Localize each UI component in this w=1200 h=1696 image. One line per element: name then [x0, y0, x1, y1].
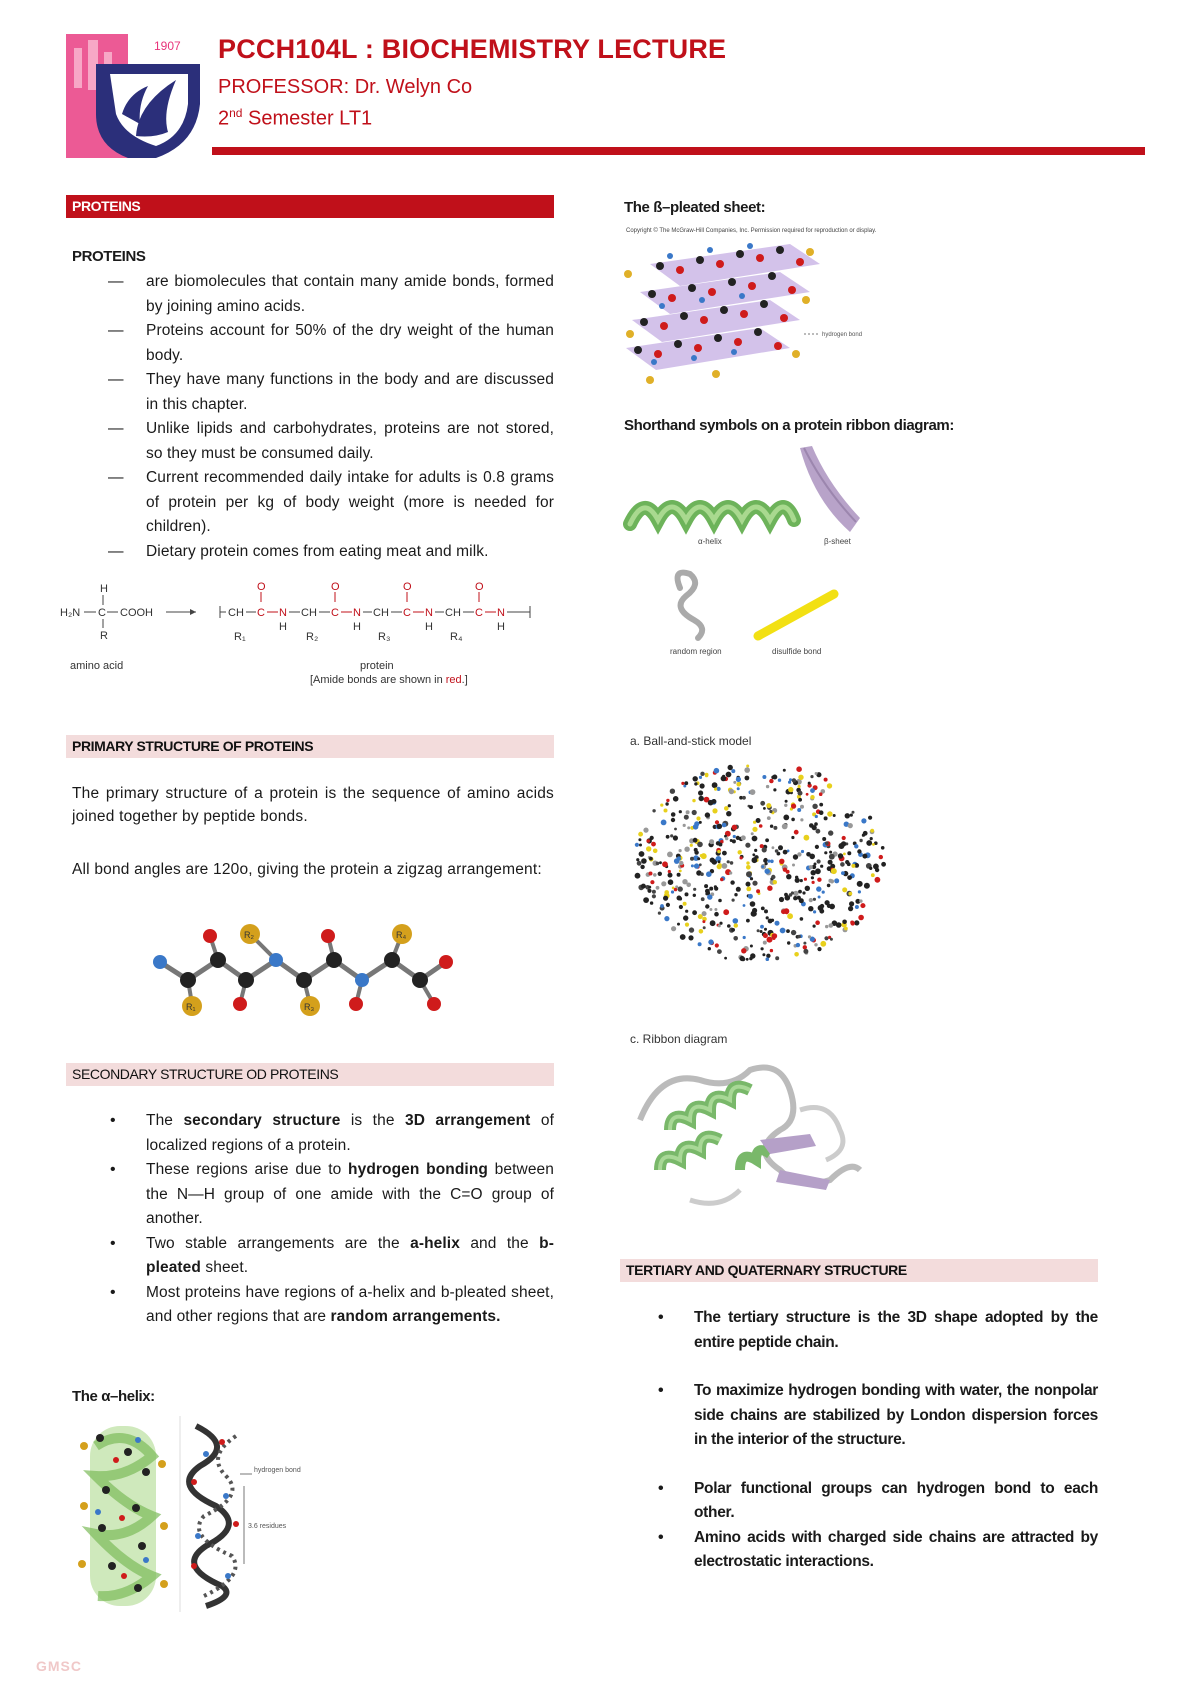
list-item: — Current recommended daily intake for adults is 0.8 grams of protein per kg of body weight (more is needed for children).	[72, 466, 554, 540]
list-item: • The tertiary structure is the 3D shape adopted by the entire peptide chain.	[620, 1306, 1098, 1355]
svg-text:α-helix: α-helix	[698, 537, 722, 546]
svg-text:N: N	[353, 607, 361, 619]
ribbon-diagram-figure	[630, 1050, 870, 1220]
svg-text:C: C	[98, 607, 106, 619]
svg-text:CH: CH	[228, 607, 244, 619]
proteins-bullet-list	[72, 270, 554, 564]
svg-text:CH: CH	[445, 607, 461, 619]
amino-acid-label: amino acid	[70, 660, 124, 672]
svg-text:R₄: R₄	[450, 631, 463, 643]
svg-text:R₁: R₁	[234, 631, 246, 643]
svg-text:C: C	[475, 607, 483, 619]
list-item: • Most proteins have regions of a-helix and b-pleated sheet, and other regions that are random arrangements.	[72, 1281, 554, 1330]
svg-text:H: H	[425, 621, 433, 633]
svg-text:disulfide bond: disulfide bond	[772, 647, 822, 656]
list-item: — Unlike lipids and carbohydrates, proteins are not stored, so they must be consumed daily.	[72, 417, 554, 466]
footer-watermark: GMSC	[36, 1658, 82, 1674]
primary-paragraph-2: All bond angles are 120o, giving the protein a zigzag arrangement:	[72, 861, 542, 878]
amide-note: [Amide bonds are shown in red.]	[310, 674, 468, 686]
svg-text:R₃: R₃	[304, 1002, 315, 1012]
svg-text:R₄: R₄	[396, 930, 407, 940]
svg-text:R: R	[100, 630, 108, 642]
ribbon-symbols-figure	[624, 444, 894, 664]
semester-line: 2nd Semester LT1	[218, 106, 373, 130]
svg-text:random region: random region	[670, 647, 722, 656]
section-bar-primary-structure: PRIMARY STRUCTURE OF PROTEINS	[66, 735, 554, 758]
primary-paragraph-1: The primary structure of a protein is the sequence of amino acids joined together by peptide bonds.	[72, 785, 554, 825]
list-item: • To maximize hydrogen bonding with water, the nonpolar side chains are stabilized by London dispersion forces in the interior of the structure.	[620, 1379, 1098, 1453]
ball-and-stick-figure	[630, 752, 910, 978]
secondary-bullet-list	[72, 1109, 554, 1330]
svg-text:β-sheet: β-sheet	[824, 537, 851, 546]
svg-text:C: C	[257, 607, 265, 619]
svg-text:C: C	[403, 607, 411, 619]
svg-text:N: N	[497, 607, 505, 619]
university-logo	[66, 34, 200, 158]
alpha-helix-figure	[76, 1416, 301, 1612]
section-bar-tertiary-quaternary: TERTIARY AND QUATERNARY STRUCTURE	[620, 1259, 1098, 1282]
ball-and-stick-caption: a. Ball-and-stick model	[630, 734, 752, 748]
professor-line: PROFESSOR: Dr. Welyn Co	[218, 76, 473, 98]
svg-text:R₂: R₂	[244, 930, 254, 940]
proteins-heading: PROTEINS	[72, 248, 146, 265]
list-item: — Dietary protein comes from eating meat and milk.	[72, 540, 554, 565]
copyright-note: Copyright © The McGraw-Hill Companies, Inc. Permission required for reproduction or display.	[626, 228, 877, 234]
svg-text:O: O	[331, 581, 340, 593]
protein-label: protein	[360, 660, 394, 672]
svg-text:O: O	[403, 581, 412, 593]
svg-text:N: N	[425, 607, 433, 619]
svg-text:C: C	[331, 607, 339, 619]
svg-text:CH: CH	[373, 607, 389, 619]
svg-text:R₁: R₁	[186, 1002, 196, 1012]
svg-text:hydrogen bond: hydrogen bond	[254, 1467, 301, 1474]
svg-text:H: H	[497, 621, 505, 633]
svg-text:N: N	[279, 607, 287, 619]
svg-text:H: H	[100, 583, 108, 595]
svg-text:CH: CH	[301, 607, 317, 619]
list-item: • Two stable arrangements are the a-helix and the b-pleated sheet.	[72, 1232, 554, 1281]
course-title: PCCH104L : BIOCHEMISTRY LECTURE	[218, 34, 727, 64]
svg-text:H: H	[279, 621, 287, 633]
svg-text:R₂: R₂	[306, 631, 319, 643]
section-bar-secondary-structure: SECONDARY STRUCTURE OD PROTEINS	[66, 1063, 554, 1086]
list-item: — Proteins account for 50% of the dry weight of the human body.	[72, 319, 554, 368]
list-item: • These regions arise due to hydrogen bonding between the N—H group of one amide with the C=O group of another.	[72, 1158, 554, 1232]
svg-text:H₂N: H₂N	[60, 607, 81, 619]
alpha-helix-heading: The α–helix:	[72, 1388, 155, 1405]
list-item: — They have many functions in the body and are discussed in this chapter.	[72, 368, 554, 417]
svg-text:hydrogen bond: hydrogen bond	[822, 332, 863, 338]
svg-text:COOH: COOH	[120, 607, 153, 619]
list-item: • Amino acids with charged side chains are attracted by electrostatic interactions.	[620, 1526, 1098, 1575]
zigzag-peptide-model	[146, 920, 456, 1020]
svg-text:R₃: R₃	[378, 631, 391, 643]
shorthand-heading: Shorthand symbols on a protein ribbon diagram:	[624, 417, 954, 434]
svg-text:3.6 residues: 3.6 residues	[248, 1523, 287, 1530]
section-bar-proteins: PROTEINS	[66, 195, 554, 218]
beta-sheet-heading: The ß–pleated sheet:	[624, 199, 766, 216]
beta-pleated-sheet-figure	[620, 234, 880, 394]
svg-text:O: O	[475, 581, 484, 593]
list-item: — are biomolecules that contain many amide bonds, formed by joining amino acids.	[72, 270, 554, 319]
list-item: • Polar functional groups can hydrogen bond to each other.	[620, 1477, 1098, 1526]
ribbon-diagram-caption: c. Ribbon diagram	[630, 1032, 728, 1046]
svg-text:H: H	[353, 621, 361, 633]
svg-text:O: O	[257, 581, 266, 593]
list-item: • The secondary structure is the 3D arrangement of localized regions of a protein.	[72, 1109, 554, 1158]
tertiary-bullet-list	[620, 1306, 1098, 1575]
header-divider	[212, 147, 1145, 155]
amino-acid-to-protein-scheme	[60, 580, 560, 690]
logo-year: 1907	[154, 39, 181, 53]
